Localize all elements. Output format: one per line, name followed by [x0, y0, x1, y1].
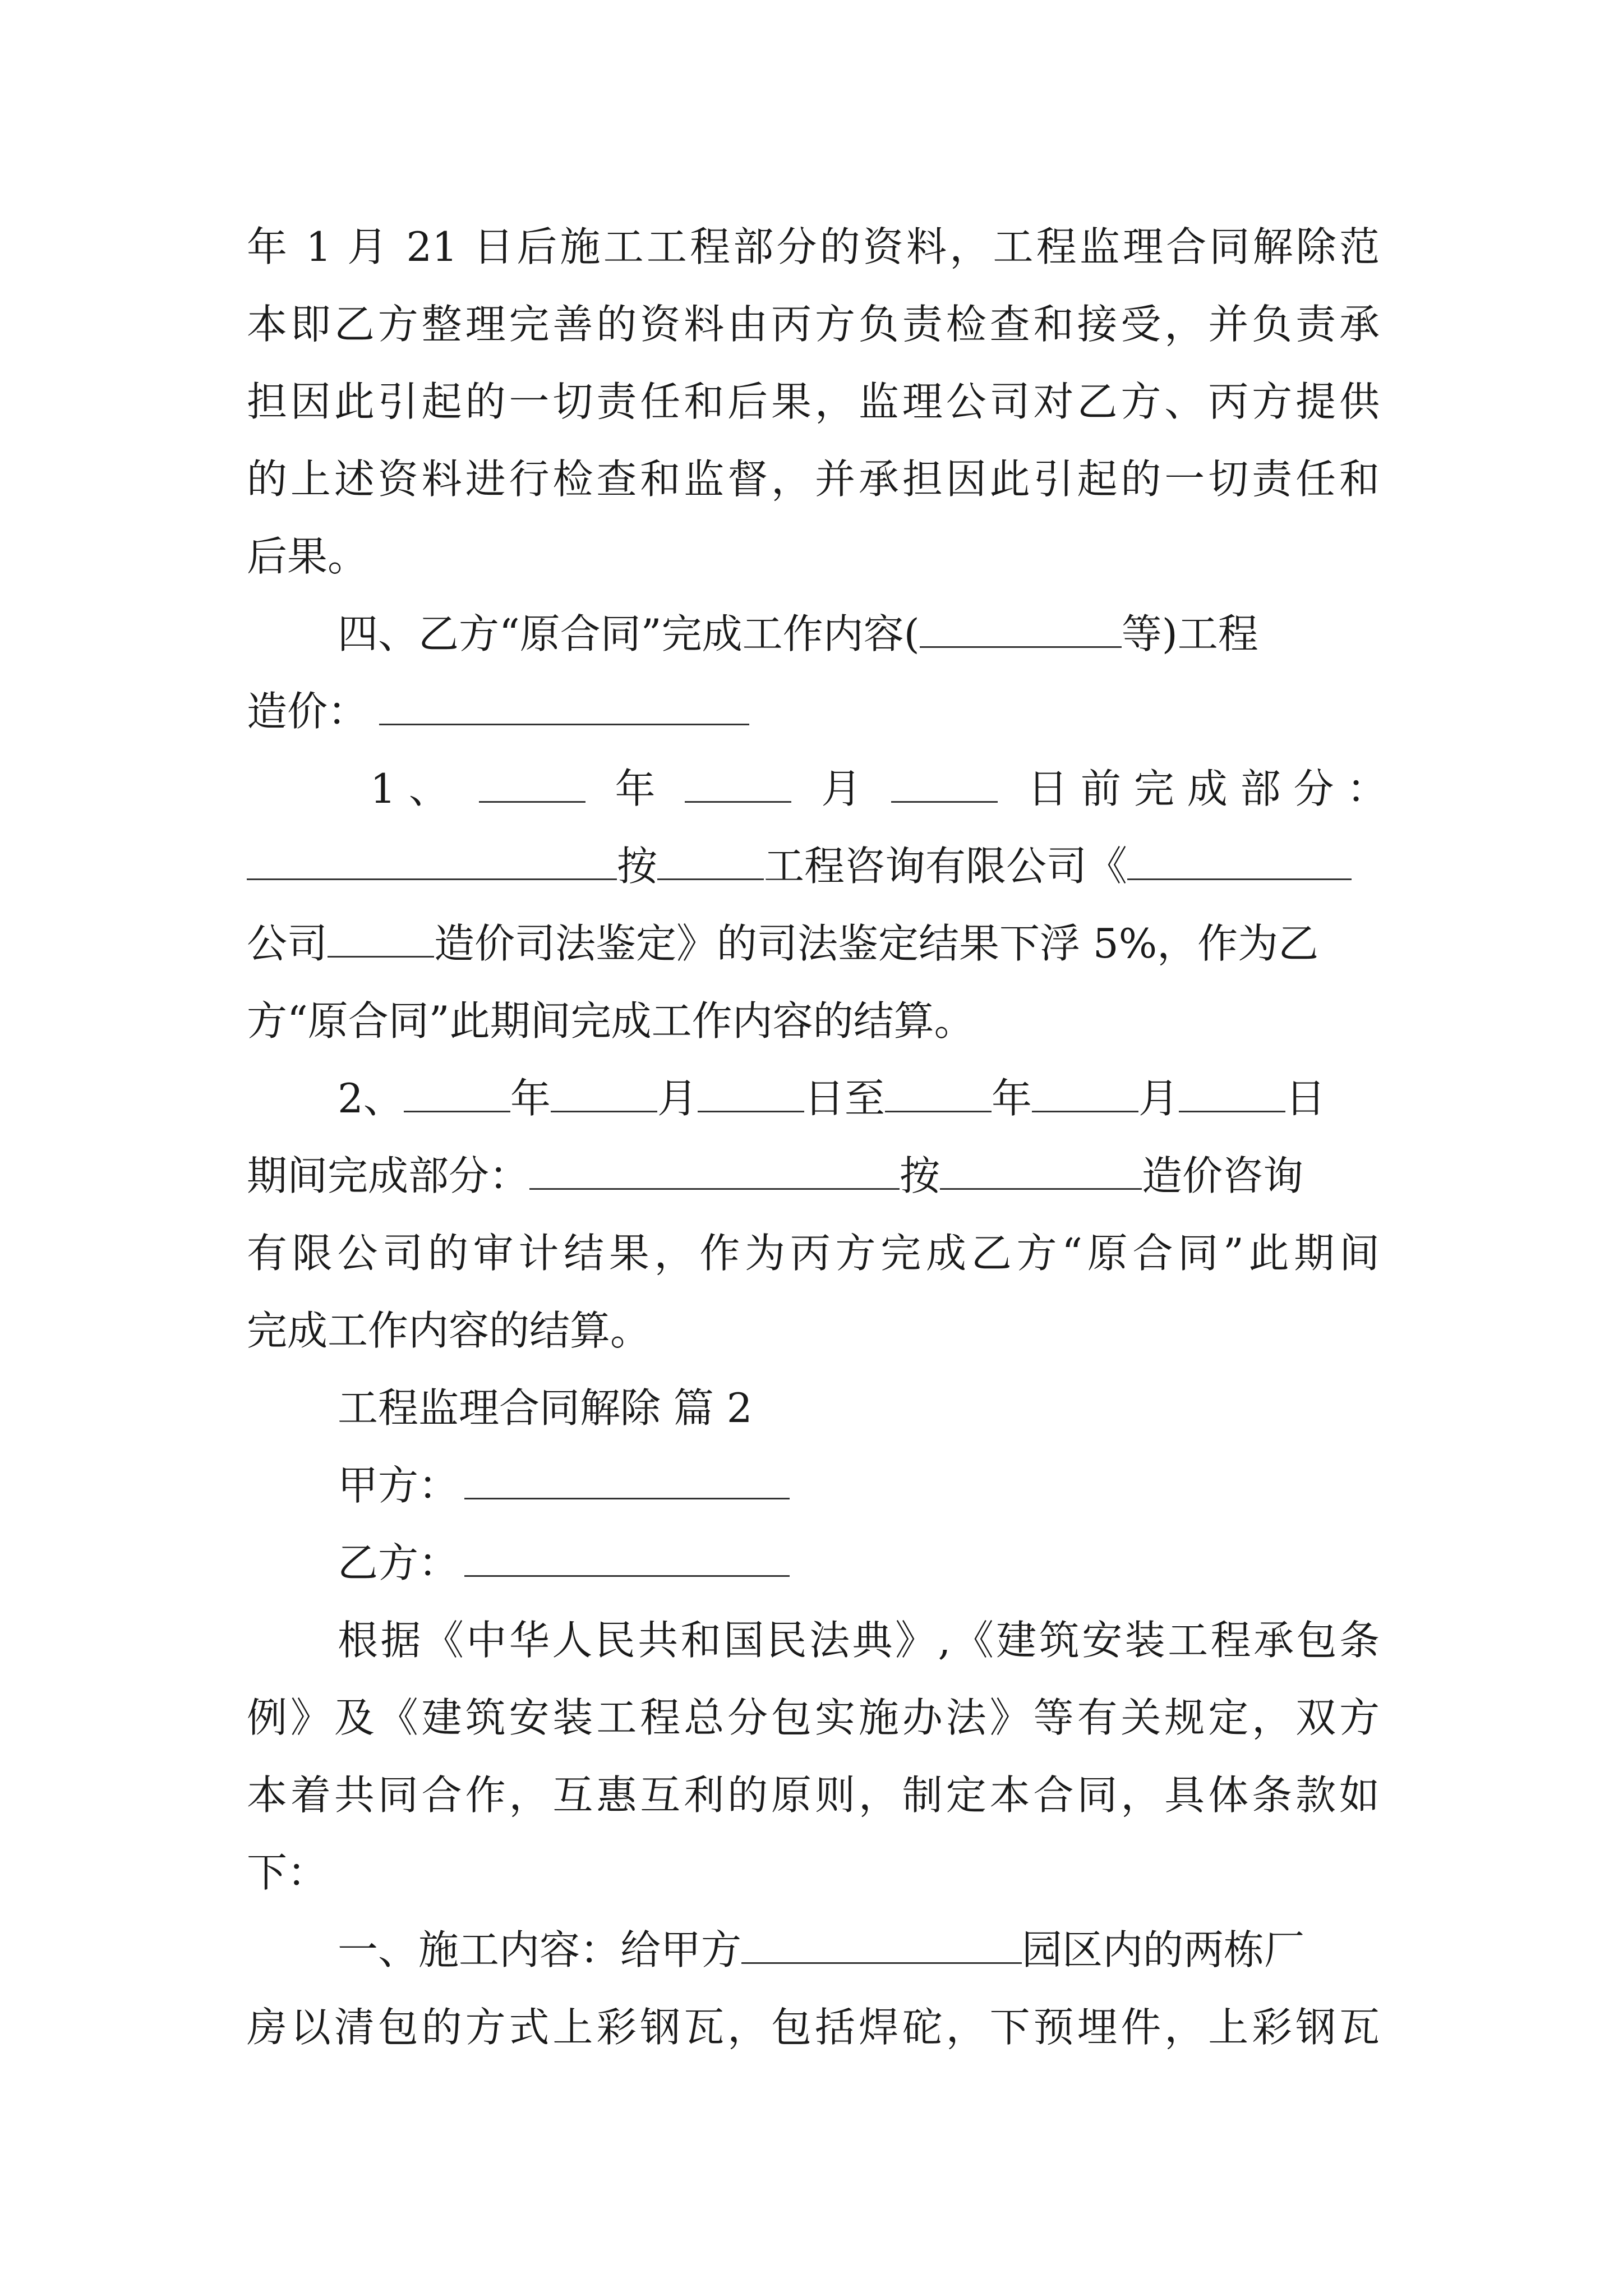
fill-blank	[529, 1154, 900, 1190]
item-text: 造价司法鉴定》的司法鉴定结果下浮 5%，作为乙	[434, 920, 1319, 967]
date-unit: 年	[991, 1075, 1032, 1122]
fill-blank	[920, 613, 1122, 648]
fill-blank	[328, 922, 434, 958]
paragraph-line: 房以清包的方式上彩钢瓦，包括焊砣，下预埋件，上彩钢瓦	[247, 2004, 1380, 2051]
item-one-line	[247, 838, 1380, 894]
date-unit: 月	[657, 1075, 698, 1122]
paragraph-line: 方“原合同”此期间完成工作内容的结算。	[247, 997, 975, 1045]
paragraph-line: 下：	[247, 1849, 328, 1896]
item-text: 一、施工内容：给甲方	[338, 1926, 742, 1973]
date-unit: 月	[821, 765, 862, 812]
item-one-line	[247, 915, 1380, 972]
section-heading: 工程监理合同解除 篇 2	[338, 1384, 753, 1432]
fill-blank	[1032, 1077, 1138, 1112]
fill-blank	[379, 690, 749, 725]
fill-blank	[551, 1077, 657, 1112]
item-two-line	[338, 1070, 1380, 1126]
item-text: 按	[900, 1152, 940, 1199]
item-text: 工程咨询有限公司《	[764, 843, 1128, 890]
date-unit: 日至	[804, 1075, 885, 1122]
party-a-label: 甲方：	[338, 1462, 459, 1509]
party-b-line	[338, 1535, 1380, 1591]
fill-blank	[891, 767, 998, 803]
item-text: 造价咨询	[1142, 1152, 1304, 1199]
item-text: 园区内的两栋厂	[1022, 1926, 1305, 1973]
fill-blank	[404, 1077, 510, 1112]
fill-blank	[885, 1077, 992, 1112]
date-unit: 日	[1285, 1075, 1326, 1122]
fill-blank	[685, 767, 791, 803]
fill-blank	[479, 767, 585, 803]
item-number: 1 、	[370, 765, 449, 812]
clause-text: 等)工程	[1121, 610, 1258, 657]
date-unit: 月	[1138, 1075, 1179, 1122]
item-one-line	[370, 761, 1387, 817]
construction-scope-line	[338, 1922, 1380, 1978]
paragraph-line: 担因此引起的一切责任和后果，监理公司对乙方、丙方提供	[247, 378, 1380, 425]
item-number: 2、	[338, 1075, 404, 1122]
paragraph-line: 例》及《建筑安装工程总分包实施办法》等有关规定，双方	[247, 1694, 1380, 1741]
item-text: 按	[617, 843, 658, 890]
cost-label: 造价：	[247, 688, 368, 735]
clause-four-line	[338, 606, 1380, 662]
paragraph-line: 有限公司的审计结果，作为丙方完成乙方“原合同”此期间	[247, 1230, 1380, 1277]
item-two-line	[247, 1148, 1380, 1204]
paragraph-line: 本着共同合作，互惠互利的原则，制定本合同，具体条款如	[247, 1772, 1380, 1819]
party-b-label: 乙方：	[338, 1539, 459, 1586]
fill-blank	[464, 1542, 790, 1577]
fill-blank	[1179, 1077, 1285, 1112]
cost-line	[247, 683, 1380, 739]
clause-text: 四、乙方“原合同”完成工作内容(	[338, 610, 920, 657]
item-text: 期间完成部分：	[247, 1152, 530, 1199]
fill-blank	[464, 1464, 790, 1499]
fill-blank	[247, 845, 617, 880]
fill-blank	[1127, 845, 1352, 880]
date-unit: 年	[510, 1075, 551, 1122]
fill-blank	[698, 1077, 804, 1112]
item-text: 日 前 完 成 部 分 ：	[1027, 765, 1387, 812]
item-text: 公司	[247, 920, 328, 967]
paragraph-line: 的上述资料进行检查和监督，并承担因此引起的一切责任和	[247, 455, 1380, 503]
paragraph-line: 根据《中华人民共和国民法典》,《建筑安装工程承包条	[338, 1617, 1380, 1664]
paragraph-line: 本即乙方整理完善的资料由丙方负责检查和接受，并负责承	[247, 301, 1380, 348]
fill-blank	[657, 845, 764, 880]
paragraph-line: 完成工作内容的结算。	[247, 1307, 651, 1354]
fill-blank	[741, 1929, 1022, 1964]
paragraph-line: 年 1 月 21 日后施工工程部分的资料，工程监理合同解除范	[247, 223, 1380, 270]
party-a-line	[338, 1457, 1380, 1513]
paragraph-line: 后果。	[247, 533, 368, 580]
date-unit: 年	[615, 765, 656, 812]
fill-blank	[940, 1154, 1142, 1190]
